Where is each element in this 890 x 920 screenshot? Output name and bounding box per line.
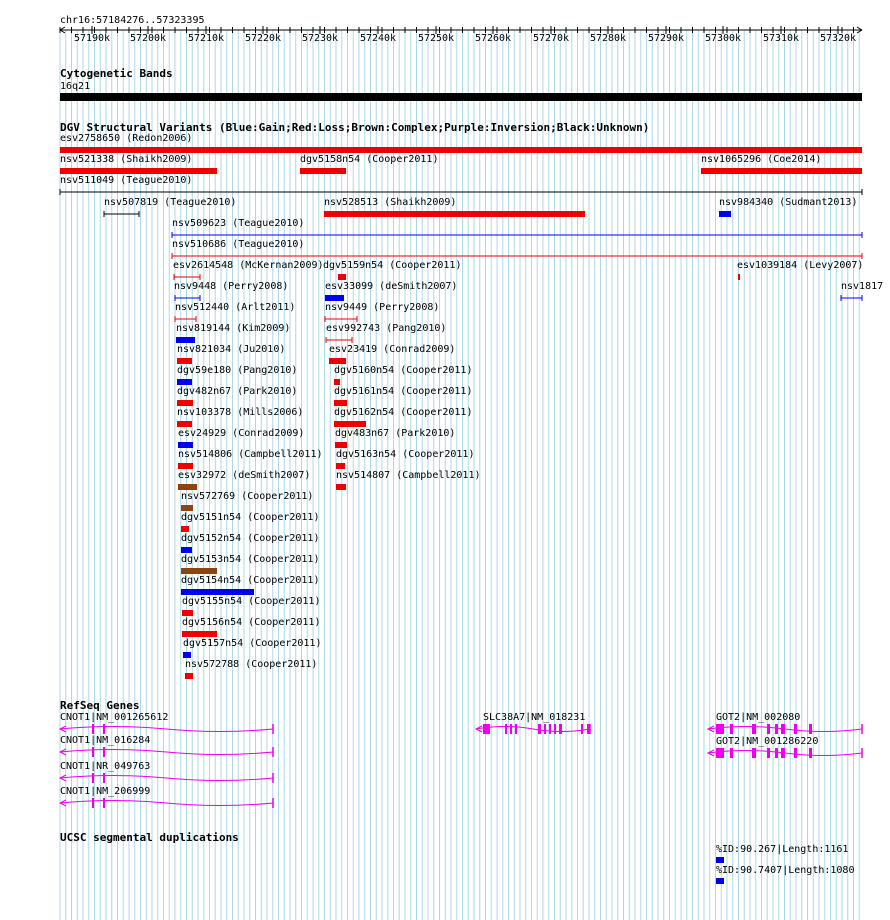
segdup-2-label[interactable]: %ID:90.7407|Length:1080 (716, 865, 855, 876)
gene-cnot1-nm-206999-exon (103, 798, 105, 808)
gene-cnot1-nm-001265612-exon (103, 724, 105, 734)
sv-dgv59e180-bar (177, 379, 192, 385)
sv-esv33099-label[interactable]: esv33099 (deSmith2007) (325, 281, 458, 292)
sv-dgv5160n54-label[interactable]: dgv5160n54 (Cooper2011) (334, 365, 473, 376)
sv-esv2614548-label[interactable]: esv2614548 (McKernan2009) (173, 260, 324, 271)
ruler-tick-label[interactable]: 57290k (647, 33, 685, 44)
sv-nsv9448-label[interactable]: nsv9448 (Perry2008) (174, 281, 289, 292)
sv-nsv821034-bar (177, 358, 192, 364)
sv-nsv514806-label[interactable]: nsv514806 (Campbell2011) (178, 449, 323, 460)
sv-dgv5157n54-bar (183, 652, 191, 658)
sv-dgv5152n54-bar (181, 547, 192, 553)
ruler-tick-label[interactable]: 57230k (301, 33, 339, 44)
sv-nsv1065296-bar (701, 168, 862, 174)
gene-slc38a7-nm-018231-exon (505, 724, 507, 734)
cytoband-label: 16q21 (60, 81, 91, 92)
gene-cnot1-nr-049763-exon (103, 773, 105, 783)
sv-dgv483n67-label[interactable]: dgv483n67 (Park2010) (335, 428, 456, 439)
gene-got2-nm-001286220-exon (752, 748, 756, 758)
gene-cnot1-nm-206999-exon (92, 798, 94, 808)
sv-dgv5160n54-bar (334, 379, 340, 385)
sv-nsv514806-bar (178, 463, 193, 469)
gene-got2-nm-001286220-exon (809, 748, 812, 758)
ruler-tick-label[interactable]: 57310k (762, 33, 800, 44)
gene-slc38a7-nm-018231-exon (544, 724, 546, 734)
sv-dgv483n67-bar (335, 442, 347, 448)
segdup-1-bar (716, 857, 724, 863)
ruler-tick-label[interactable]: 57240k (359, 33, 397, 44)
sv-esv33099-bar (325, 295, 344, 301)
sv-dgv5154n54-label[interactable]: dgv5154n54 (Cooper2011) (181, 575, 320, 586)
gene-slc38a7-nm-018231-exon (554, 724, 556, 734)
gene-slc38a7-nm-018231-exon (559, 724, 562, 734)
gene-cnot1-nm-001265612-intron-line (60, 727, 273, 732)
sv-dgv5153n54-bar (181, 568, 217, 574)
sv-nsv512440-label[interactable]: nsv512440 (Arlt2011) (175, 302, 296, 313)
gene-got2-nm-002080-exon (730, 724, 733, 734)
sv-nsv819144-bar (176, 337, 195, 343)
sv-esv2758650-bar (60, 147, 862, 153)
sv-dgv5159n54-label[interactable]: dgv5159n54 (Cooper2011) (323, 260, 462, 271)
gene-cnot1-nm-016284-intron-line (60, 750, 273, 755)
ruler-tick-label[interactable]: 57320k (819, 33, 857, 44)
sv-dgv59e180-label[interactable]: dgv59e180 (Pang2010) (177, 365, 298, 376)
sv-nsv984340-bar (719, 211, 731, 217)
gene-got2-nm-002080-exon (716, 724, 724, 734)
position-label: chr16:57184276..57323395 (60, 15, 205, 26)
gene-slc38a7-nm-018231-exon (510, 724, 512, 734)
sv-nsv1817-label[interactable]: nsv1817 (841, 281, 884, 292)
sv-esv992743-label[interactable]: esv992743 (Pang2010) (326, 323, 447, 334)
sv-dgv5155n54-label[interactable]: dgv5155n54 (Cooper2011) (182, 596, 321, 607)
ruler-tick-label[interactable]: 57250k (417, 33, 455, 44)
ruler-tick-label[interactable]: 57200k (129, 33, 167, 44)
sv-esv32972-label[interactable]: esv32972 (deSmith2007) (178, 470, 311, 481)
sv-nsv9449-label[interactable]: nsv9449 (Perry2008) (325, 302, 440, 313)
ruler-tick-label[interactable]: 57280k (589, 33, 627, 44)
sv-dgv5162n54-label[interactable]: dgv5162n54 (Cooper2011) (334, 407, 473, 418)
sv-dgv5162n54-bar (334, 421, 366, 427)
sv-dgv5163n54-bar (336, 463, 345, 469)
sv-dgv5161n54-label[interactable]: dgv5161n54 (Cooper2011) (334, 386, 473, 397)
ruler-tick-label[interactable]: 57210k (187, 33, 225, 44)
gene-slc38a7-nm-018231-label[interactable]: SLC38A7|NM_018231 (483, 712, 586, 723)
gene-slc38a7-nm-018231-exon (538, 724, 541, 734)
sv-nsv103378-bar (177, 421, 192, 427)
sv-dgv5159n54-bar (338, 274, 346, 280)
sv-esv1039184-label[interactable]: esv1039184 (Levy2007) (737, 260, 864, 271)
gene-got2-nm-001286220-label[interactable]: GOT2|NM_001286220 (716, 736, 819, 747)
sv-nsv819144-label[interactable]: nsv819144 (Kim2009) (176, 323, 291, 334)
gene-got2-nm-002080-label[interactable]: GOT2|NM_002080 (716, 712, 801, 723)
sv-dgv5151n54-bar (181, 526, 189, 532)
sv-nsv1065296-label[interactable]: nsv1065296 (Coe2014) (701, 154, 822, 165)
sv-nsv510686-label[interactable]: nsv510686 (Teague2010) (172, 239, 305, 250)
sv-nsv514807-label[interactable]: nsv514807 (Campbell2011) (336, 470, 481, 481)
sv-nsv507819-label[interactable]: nsv507819 (Teague2010) (104, 197, 237, 208)
gene-cnot1-nm-016284-exon (103, 747, 105, 757)
sv-esv32972-bar (178, 484, 197, 490)
segdup-track-title: UCSC segmental duplications (60, 831, 239, 844)
sv-nsv521338-bar (60, 168, 217, 174)
sv-nsv509623-label[interactable]: nsv509623 (Teague2010) (172, 218, 305, 229)
cytoband-bar (60, 93, 862, 101)
sv-dgv5156n54-label[interactable]: dgv5156n54 (Cooper2011) (182, 617, 321, 628)
sv-nsv528513-bar (324, 211, 585, 217)
sv-esv2758650-label[interactable]: esv2758650 (Redon2006) (60, 133, 193, 144)
sv-dgv5156n54-bar (182, 631, 217, 637)
sv-dgv5158n54-label[interactable]: dgv5158n54 (Cooper2011) (300, 154, 439, 165)
gene-got2-nm-001286220-exon (730, 748, 733, 758)
gene-got2-nm-002080-exon (775, 724, 778, 734)
gene-cnot1-nm-206999-intron-line (60, 801, 273, 806)
sv-dgv5157n54-label[interactable]: dgv5157n54 (Cooper2011) (183, 638, 322, 649)
gene-cnot1-nm-206999-label[interactable]: CNOT1|NM_206999 (60, 786, 151, 797)
sv-nsv572769-bar (181, 505, 193, 511)
sv-nsv821034-label[interactable]: nsv821034 (Ju2010) (177, 344, 286, 355)
sv-nsv514807-bar (336, 484, 346, 490)
gene-cnot1-nm-016284-exon (92, 747, 94, 757)
gene-cnot1-nm-016284-label[interactable]: CNOT1|NM_016284 (60, 735, 151, 746)
sv-dgv5152n54-label[interactable]: dgv5152n54 (Cooper2011) (181, 533, 320, 544)
sv-nsv572788-label[interactable]: nsv572788 (Cooper2011) (185, 659, 318, 670)
sv-dgv5154n54-bar (181, 589, 254, 595)
sv-nsv521338-label[interactable]: nsv521338 (Shaikh2009) (60, 154, 193, 165)
sv-dgv5151n54-label[interactable]: dgv5151n54 (Cooper2011) (181, 512, 320, 523)
gene-got2-nm-002080-exon (767, 724, 770, 734)
sv-esv23419-label[interactable]: esv23419 (Conrad2009) (329, 344, 456, 355)
sv-dgv5155n54-bar (182, 610, 193, 616)
gene-slc38a7-nm-018231-exon (515, 724, 517, 734)
ruler-tick-label[interactable]: 57190k (73, 33, 111, 44)
cytoband-track-title: Cytogenetic Bands (60, 67, 173, 80)
gene-slc38a7-nm-018231-exon (483, 724, 490, 734)
ruler-tick-label[interactable]: 57220k (244, 33, 282, 44)
gene-slc38a7-nm-018231-exon (581, 724, 583, 734)
sv-dgv5161n54-bar (334, 400, 347, 406)
gene-cnot1-nr-049763-label[interactable]: CNOT1|NR_049763 (60, 761, 151, 772)
sv-dgv5163n54-label[interactable]: dgv5163n54 (Cooper2011) (336, 449, 475, 460)
sv-nsv103378-label[interactable]: nsv103378 (Mills2006) (177, 407, 304, 418)
gene-cnot1-nm-001265612-exon (92, 724, 94, 734)
gene-got2-nm-002080-exon (794, 724, 797, 734)
gene-got2-nm-002080-exon (809, 724, 812, 734)
gene-got2-nm-001286220-exon (716, 748, 724, 758)
sv-dgv482n67-bar (177, 400, 193, 406)
ruler-tick-label[interactable]: 57300k (704, 33, 742, 44)
sv-esv23419-bar (329, 358, 346, 364)
sv-nsv528513-label[interactable]: nsv528513 (Shaikh2009) (324, 197, 457, 208)
gene-slc38a7-nm-018231-intron-line (476, 727, 590, 732)
gene-cnot1-nr-049763-intron-line (60, 776, 273, 781)
gene-got2-nm-001286220-exon (775, 748, 778, 758)
sv-dgv5153n54-label[interactable]: dgv5153n54 (Cooper2011) (181, 554, 320, 565)
sv-dgv5158n54-bar (300, 168, 346, 174)
gene-got2-nm-001286220-exon (767, 748, 770, 758)
ruler-tick-label[interactable]: 57260k (474, 33, 512, 44)
sv-nsv572769-label[interactable]: nsv572769 (Cooper2011) (181, 491, 314, 502)
dgv-track-title: DGV Structural Variants (Blue:Gain;Red:Loss;Brown:Complex;Purple:Inversion;Black:Unknown) (60, 121, 650, 134)
gene-got2-nm-002080-exon (752, 724, 756, 734)
gene-slc38a7-nm-018231-exon (587, 724, 590, 734)
gene-cnot1-nm-001265612-label[interactable]: CNOT1|NM_001265612 (60, 712, 169, 723)
sv-esv1039184-bar (738, 274, 740, 280)
gene-cnot1-nr-049763-exon (92, 773, 94, 783)
sv-esv24929-label[interactable]: esv24929 (Conrad2009) (178, 428, 305, 439)
gene-got2-nm-001286220-exon (794, 748, 797, 758)
sv-dgv482n67-label[interactable]: dgv482n67 (Park2010) (177, 386, 298, 397)
sv-nsv511049-label[interactable]: nsv511049 (Teague2010) (60, 175, 193, 186)
ruler-tick-label[interactable]: 57270k (532, 33, 570, 44)
gene-got2-nm-001286220-exon (781, 748, 785, 758)
segdup-1-label[interactable]: %ID:90.267|Length:1161 (716, 844, 849, 855)
sv-nsv572788-bar (185, 673, 193, 679)
gene-slc38a7-nm-018231-exon (549, 724, 551, 734)
gene-got2-nm-002080-exon (781, 724, 785, 734)
segdup-2-bar (716, 878, 724, 884)
refseq-track-title: RefSeq Genes (60, 699, 140, 712)
sv-nsv984340-label[interactable]: nsv984340 (Sudmant2013) (719, 197, 858, 208)
sv-esv24929-bar (178, 442, 193, 448)
